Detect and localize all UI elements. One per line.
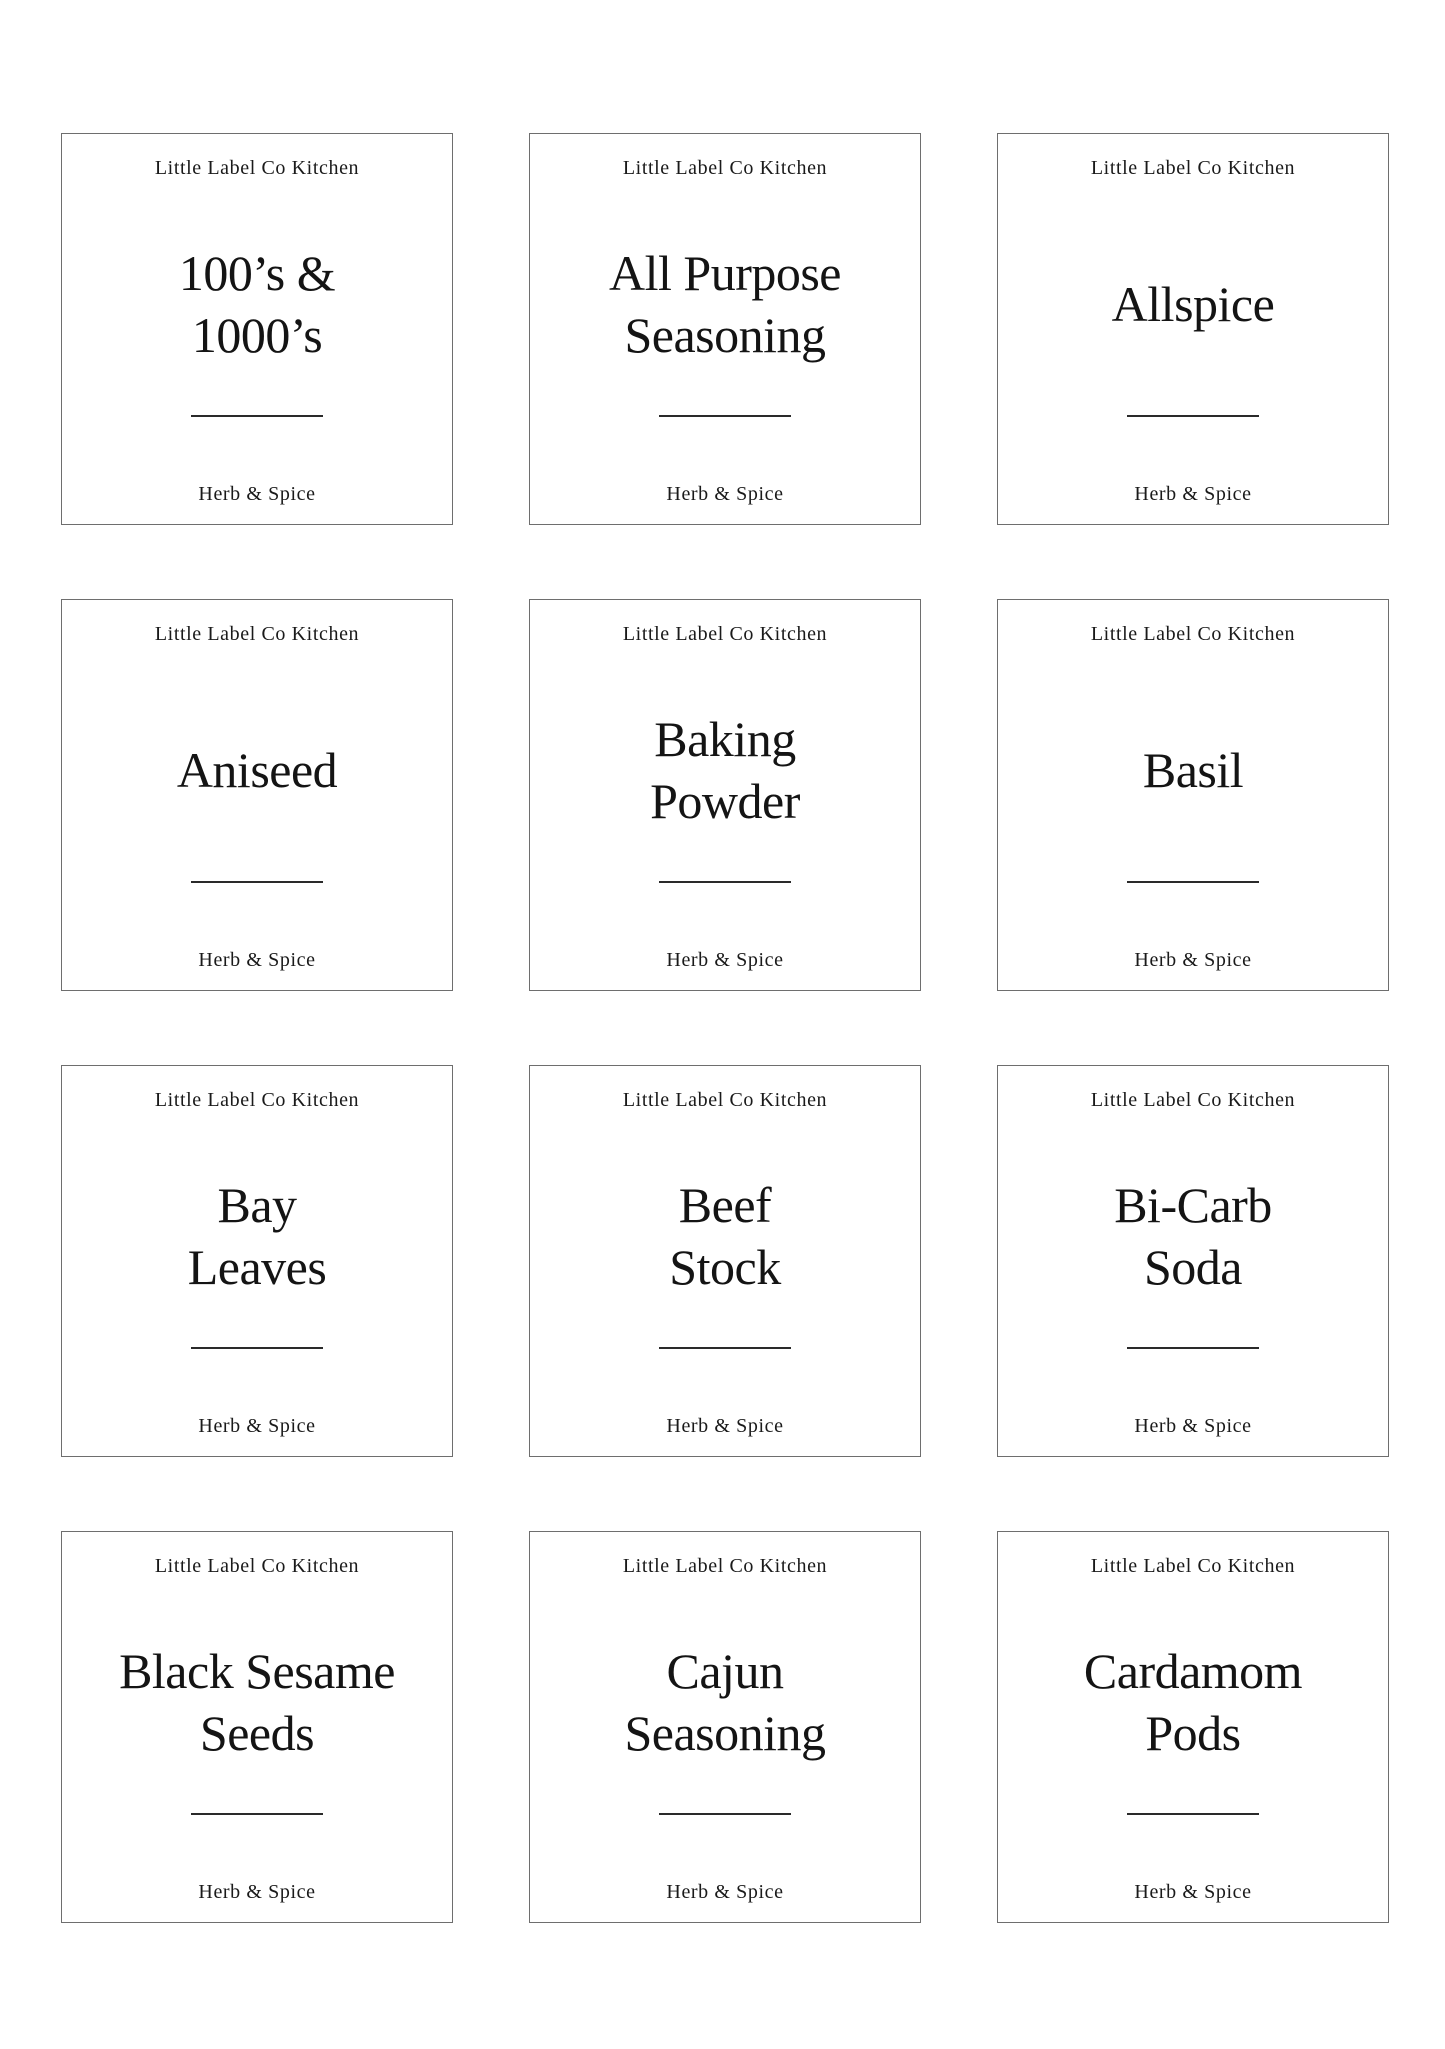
label-divider [1127,415,1259,417]
label-name-area [1008,1602,1378,1802]
label-brand: Little Label Co Kitchen [1090,1555,1296,1577]
label-name-area [540,1602,910,1802]
label-name-area [540,670,910,870]
label-category: Herb & Spice [1134,1415,1252,1437]
label-category: Herb & Spice [666,483,784,505]
label-name: 100’s & 1000’s [178,245,336,363]
label-name: Allspice [1111,276,1275,332]
label-category: Herb & Spice [666,1881,784,1903]
label-name-area [72,204,442,404]
label-category: Herb & Spice [198,949,316,971]
spice-label [529,1531,921,1923]
label-name-area [1008,1136,1378,1336]
label-brand: Little Label Co Kitchen [1090,157,1296,179]
label-divider [1127,881,1259,883]
label-divider [659,1347,791,1349]
label-brand: Little Label Co Kitchen [1090,1089,1296,1111]
label-grid [61,133,1389,1923]
label-brand: Little Label Co Kitchen [154,157,360,179]
spice-label [529,1065,921,1457]
label-divider [659,1813,791,1815]
label-category: Herb & Spice [198,483,316,505]
label-name: Basil [1142,742,1244,798]
label-name-area [72,1602,442,1802]
label-divider [1127,1347,1259,1349]
spice-label [529,133,921,525]
spice-label [997,1065,1389,1457]
spice-label [997,1531,1389,1923]
label-category: Herb & Spice [1134,1881,1252,1903]
label-divider [659,415,791,417]
label-divider [191,415,323,417]
label-category: Herb & Spice [666,949,784,971]
label-name-area [1008,204,1378,404]
label-category: Herb & Spice [1134,483,1252,505]
label-brand: Little Label Co Kitchen [622,157,828,179]
label-divider [191,881,323,883]
label-divider [1127,1813,1259,1815]
label-name-area [72,1136,442,1336]
label-brand: Little Label Co Kitchen [154,1089,360,1111]
spice-label [61,133,453,525]
label-brand: Little Label Co Kitchen [154,1555,360,1577]
label-divider [659,881,791,883]
spice-label [61,1065,453,1457]
label-brand: Little Label Co Kitchen [154,623,360,645]
label-brand: Little Label Co Kitchen [622,1555,828,1577]
label-name: Cardamom Pods [1083,1643,1303,1761]
label-name: Baking Powder [650,711,800,829]
label-category: Herb & Spice [198,1415,316,1437]
label-name: All Purpose Seasoning [609,245,841,363]
label-name: Bay Leaves [187,1177,327,1295]
label-name: Bi-Carb Soda [1114,1177,1272,1295]
label-name-area [540,204,910,404]
label-name-area [72,670,442,870]
label-divider [191,1347,323,1349]
label-name: Cajun Seasoning [624,1643,826,1761]
spice-label [997,133,1389,525]
label-category: Herb & Spice [1134,949,1252,971]
label-name: Aniseed [176,742,338,798]
label-category: Herb & Spice [198,1881,316,1903]
label-name: Beef Stock [669,1177,781,1295]
spice-label [61,599,453,991]
spice-label [529,599,921,991]
label-brand: Little Label Co Kitchen [622,623,828,645]
label-brand: Little Label Co Kitchen [622,1089,828,1111]
label-name-area [540,1136,910,1336]
spice-label [61,1531,453,1923]
label-name-area [1008,670,1378,870]
label-category: Herb & Spice [666,1415,784,1437]
label-name: Black Sesame Seeds [119,1643,395,1761]
label-divider [191,1813,323,1815]
label-brand: Little Label Co Kitchen [1090,623,1296,645]
spice-label [997,599,1389,991]
